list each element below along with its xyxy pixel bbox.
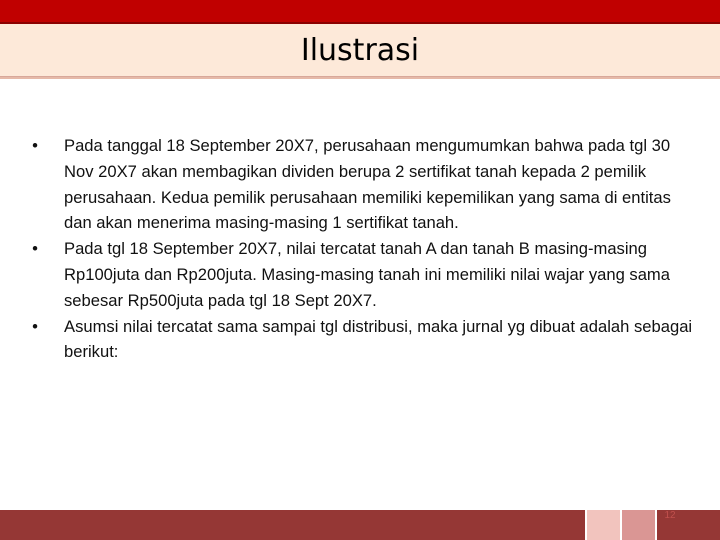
footer-bar <box>0 510 720 540</box>
bullet-list <box>28 133 696 365</box>
top-accent-bar <box>0 0 720 24</box>
bullet-text: Pada tgl 18 September 20X7, nilai tercatat tanah A dan tanah B masing-masing Rp100juta dan Rp200juta. Masing-masing tanah ini memiliki nilai wajar yang sama sebesar Rp500juta pada tgl 18 Sept 20X7. <box>64 239 670 310</box>
footer-segment-light <box>587 510 620 540</box>
page-number: 12 <box>664 510 676 521</box>
footer-segment-dark <box>0 510 585 540</box>
list-item <box>28 236 696 313</box>
list-item <box>28 314 696 366</box>
slide-title: Ilustrasi <box>300 33 420 68</box>
bullet-text: Pada tanggal 18 September 20X7, perusahaan mengumumkan bahwa pada tgl 30 Nov 20X7 akan membagikan dividen berupa 2 sertifikat tanah kepada 2 pemilik perusahaan. Kedua pemilik perusahaan memiliki kepemilikan yang sama di entitas dan akan menerima masing-masing 1 sertifikat tanah. <box>64 136 671 233</box>
bullet-icon: • <box>32 316 38 336</box>
bullet-icon: • <box>32 239 38 259</box>
bullet-text: Asumsi nilai tercatat sama sampai tgl distribusi, maka jurnal yg dibuat adalah sebagai berikut: <box>64 316 693 362</box>
list-item <box>28 133 696 236</box>
title-divider <box>0 77 720 79</box>
footer-segment-mid <box>622 510 655 540</box>
bullet-icon: • <box>32 136 38 155</box>
